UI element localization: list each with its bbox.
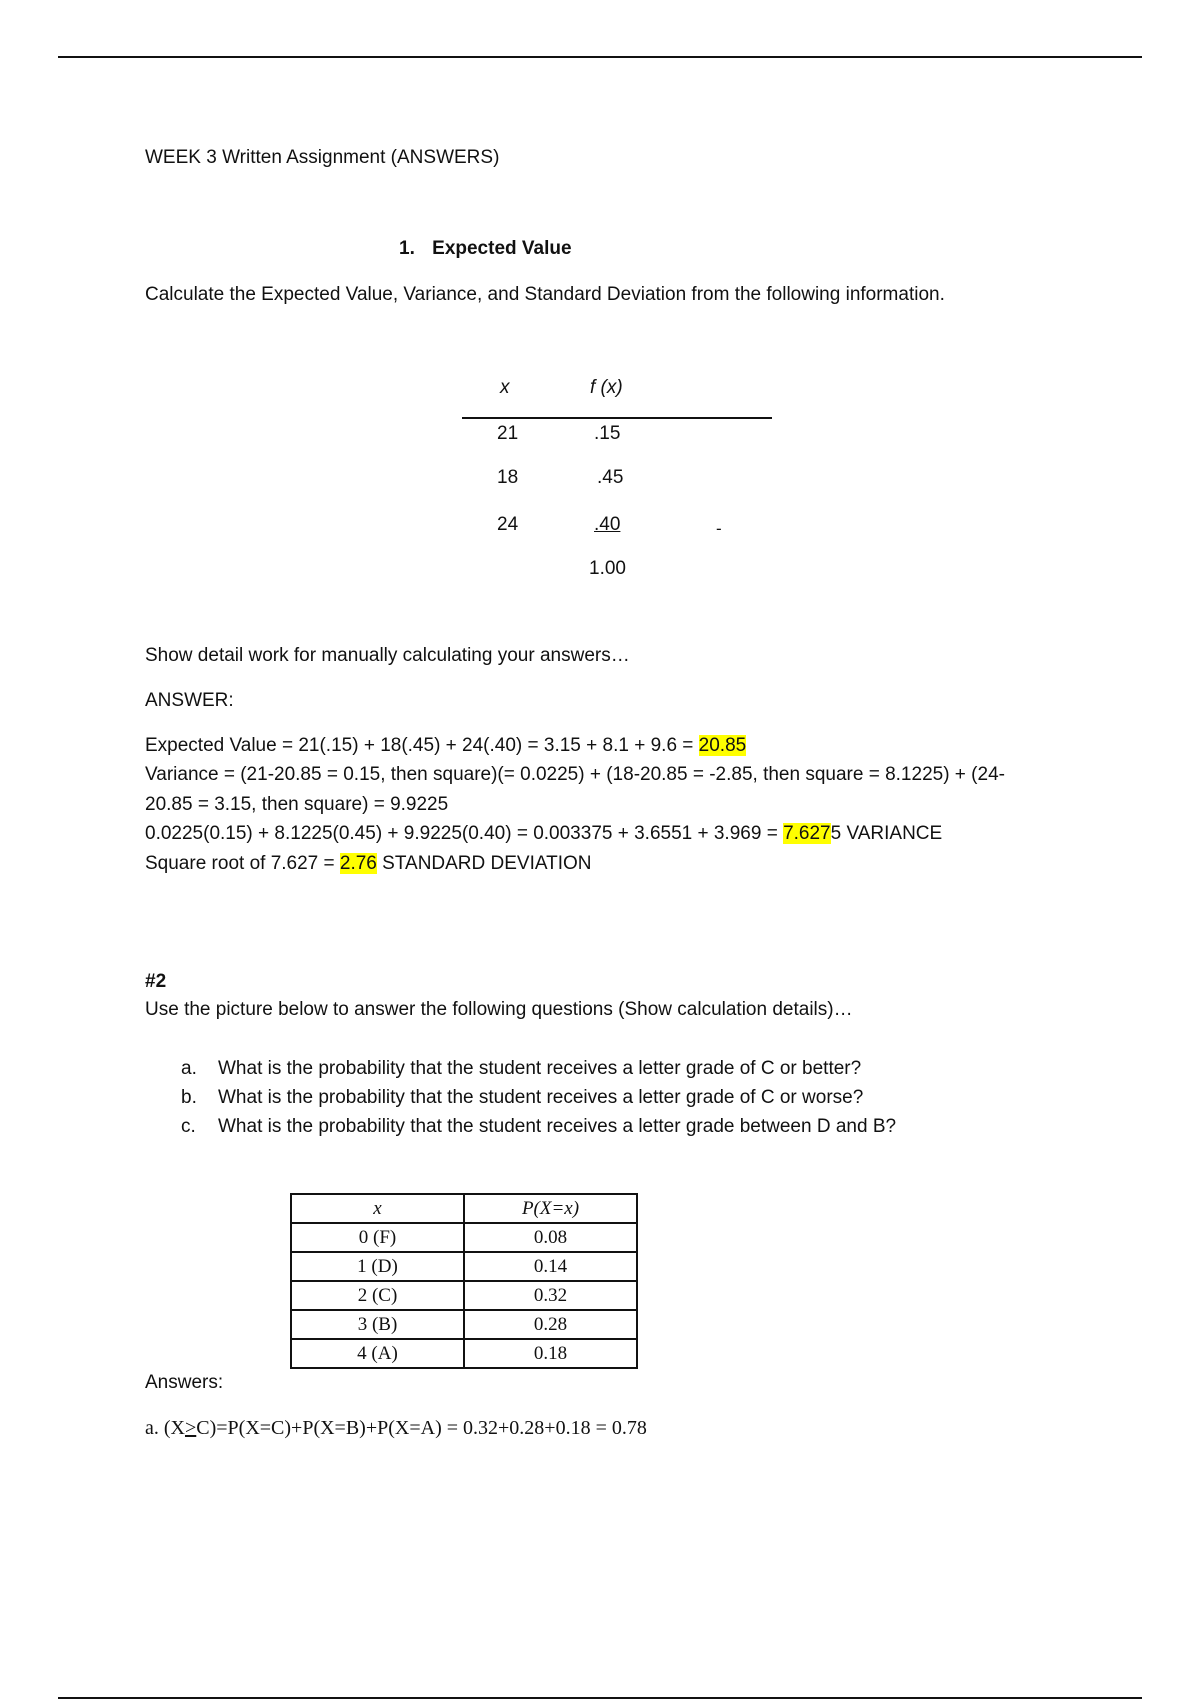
grade-x-cell: 3 (B) [291, 1310, 464, 1339]
table-header-row [291, 1194, 637, 1223]
grade-col-x-header: x [291, 1194, 464, 1223]
grade-probability-table [290, 1193, 638, 1369]
grade-p-cell: 0.32 [464, 1281, 637, 1310]
grade-p-cell: 0.14 [464, 1252, 637, 1281]
grade-p-cell: 0.08 [464, 1223, 637, 1252]
q2-question-text: What is the probability that the student receives a letter grade of C or better? [218, 1058, 862, 1079]
q1-row-fx: .15 [594, 423, 621, 444]
q1-answer-label: ANSWER: [145, 690, 234, 711]
q2-question-label: b. [181, 1087, 197, 1108]
q1-instruction: Calculate the Expected Value, Variance, and Standard Deviation from the following information. [145, 284, 945, 305]
grade-x-cell: 0 (F) [291, 1223, 464, 1252]
variance-line-1: Variance = (21-20.85 = 0.15, then square)(= 0.0225) + (18-20.85 = -2.85, then square = 8.1225) + (24- [145, 764, 1005, 785]
answer-a-geq: > [184, 1417, 197, 1439]
q1-row-x: 18 [497, 467, 519, 488]
q1-title: Expected Value [432, 238, 572, 259]
variance-text: 0.0225(0.15) + 8.1225(0.45) + 9.9225(0.40) = 0.003375 + 3.6551 + 3.969 = [145, 823, 784, 844]
answers-label: Answers: [145, 1372, 224, 1393]
grade-col-p-header: P(X=x) [464, 1194, 637, 1223]
ev-text: Expected Value = 21(.15) + 18(.45) + 24(.40) = 3.15 + 8.1 + 9.6 = [145, 735, 699, 756]
table-row [291, 1223, 637, 1252]
q2-question [181, 1087, 863, 1109]
answer-a-prefix: a. (X [145, 1417, 185, 1439]
q2-question-label: a. [181, 1058, 197, 1079]
q1-row-fx: .45 [597, 467, 624, 488]
table-row [291, 1252, 637, 1281]
q2-question [181, 1058, 861, 1080]
q1-col-fx-header: f (x) [590, 377, 623, 398]
table-row [291, 1310, 637, 1339]
q1-row-fx: .40 [594, 514, 621, 535]
q2-question-label: c. [181, 1116, 196, 1137]
q1-row-x: 24 [497, 514, 519, 535]
table-row [291, 1339, 637, 1368]
q2-question-text: What is the probability that the student receives a letter grade between D and B? [218, 1116, 897, 1137]
q1-show-work: Show detail work for manually calculating your answers… [145, 645, 630, 666]
q1-heading [399, 238, 572, 260]
bottom-rule [58, 1697, 1142, 1699]
q1-col-x-header: x [500, 377, 510, 398]
q2-question [181, 1116, 896, 1138]
ev-result: 20.85 [698, 735, 747, 756]
q1-stray-mark: - [716, 519, 722, 538]
q1-row-x: 21 [497, 423, 519, 444]
std-dev-suffix: STANDARD DEVIATION [376, 853, 592, 874]
answer-a-line [145, 1417, 647, 1440]
grade-x-cell: 2 (C) [291, 1281, 464, 1310]
std-dev-line [145, 853, 592, 875]
variance-line-3 [145, 823, 942, 845]
table-row [291, 1281, 637, 1310]
variance-result: 7.627 [783, 823, 831, 844]
grade-x-cell: 1 (D) [291, 1252, 464, 1281]
grade-x-cell: 4 (A) [291, 1339, 464, 1368]
std-dev-text: Square root of 7.627 = [145, 853, 340, 874]
expected-value-line [145, 735, 746, 757]
q1-total: 1.00 [589, 558, 626, 579]
document-title: WEEK 3 Written Assignment (ANSWERS) [145, 147, 500, 168]
q1-number: 1. [399, 238, 415, 259]
q2-instruction: Use the picture below to answer the following questions (Show calculation details)… [145, 999, 853, 1020]
grade-p-cell: 0.28 [464, 1310, 637, 1339]
std-dev-result: 2.76 [339, 853, 377, 874]
top-rule [58, 56, 1142, 58]
q2-question-text: What is the probability that the student receives a letter grade of C or worse? [218, 1087, 864, 1108]
grade-p-cell: 0.18 [464, 1339, 637, 1368]
q2-heading: #2 [145, 971, 167, 992]
q1-table-rule [462, 417, 772, 419]
answer-a-formula: C)=P(X=C)+P(X=B)+P(X=A) = 0.32+0.28+0.18 = 0.78 [196, 1417, 647, 1439]
variance-line-2: 20.85 = 3.15, then square) = 9.9225 [145, 794, 449, 815]
variance-suffix: 5 VARIANCE [830, 823, 943, 844]
